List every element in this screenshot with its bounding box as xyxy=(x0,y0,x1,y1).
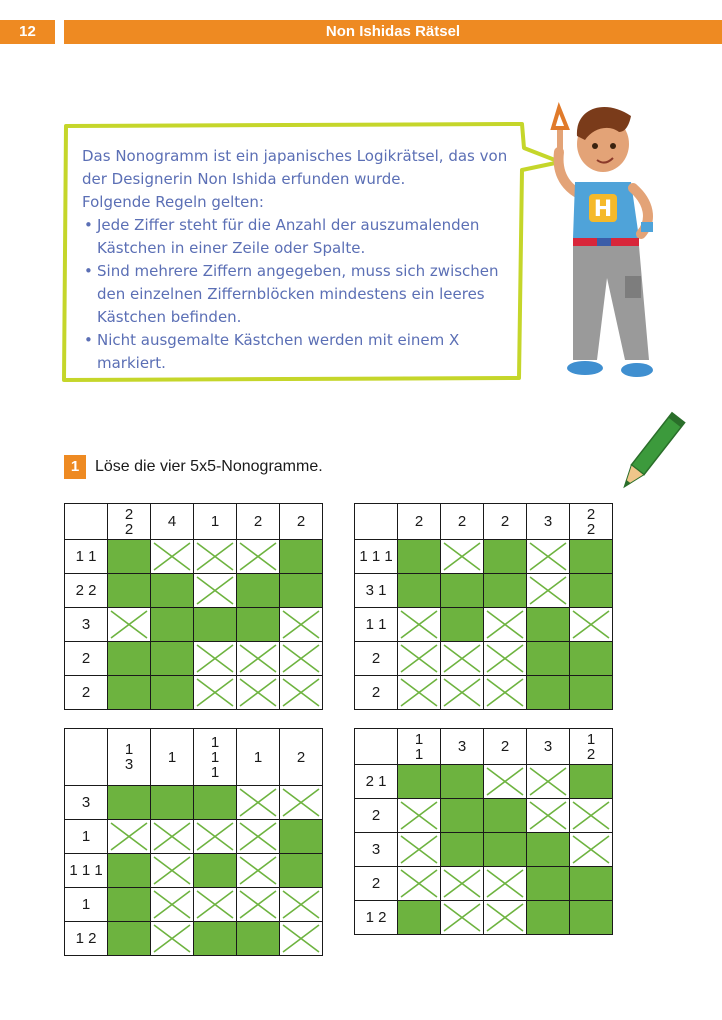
cross-mark xyxy=(398,799,440,832)
puzzle-row xyxy=(355,833,613,867)
cross-mark xyxy=(194,676,236,709)
row-clue: 2 xyxy=(65,642,108,676)
column-clue xyxy=(194,729,237,786)
row-clue: 1 1 1 xyxy=(65,854,108,888)
row-clue: 3 xyxy=(65,608,108,642)
cross-mark xyxy=(194,888,236,921)
column-clue xyxy=(484,729,527,765)
filled-cell[interactable] xyxy=(484,799,527,833)
crossed-cell[interactable] xyxy=(194,540,237,574)
crossed-cell[interactable] xyxy=(398,676,441,710)
column-clue xyxy=(527,729,570,765)
cross-mark xyxy=(237,820,279,853)
crossed-cell[interactable] xyxy=(398,642,441,676)
puzzle-row xyxy=(65,608,323,642)
filled-cell[interactable] xyxy=(441,799,484,833)
cross-mark xyxy=(527,765,569,798)
filled-cell[interactable] xyxy=(570,574,613,608)
crossed-cell[interactable] xyxy=(237,820,280,854)
crossed-cell[interactable] xyxy=(194,820,237,854)
puzzle-row xyxy=(65,820,323,854)
clue-number: 4 xyxy=(167,513,177,530)
crossed-cell[interactable] xyxy=(441,901,484,935)
filled-cell[interactable] xyxy=(108,854,151,888)
filled-cell[interactable] xyxy=(527,867,570,901)
column-clue xyxy=(441,504,484,540)
task-number: 1 xyxy=(64,455,86,479)
row-clue: 3 xyxy=(65,786,108,820)
filled-cell[interactable] xyxy=(484,833,527,867)
pencil-icon xyxy=(614,410,686,498)
cross-mark xyxy=(570,799,612,832)
clue-number: 1 xyxy=(414,745,424,763)
crossed-cell[interactable] xyxy=(194,888,237,922)
filled-cell[interactable] xyxy=(570,676,613,710)
cross-mark xyxy=(194,642,236,675)
filled-cell[interactable] xyxy=(237,608,280,642)
page-title: Non Ishidas Rätsel xyxy=(64,20,722,44)
crossed-cell[interactable] xyxy=(441,676,484,710)
row-clue: 3 1 xyxy=(355,574,398,608)
cross-mark xyxy=(151,540,193,573)
filled-cell[interactable] xyxy=(108,574,151,608)
crossed-cell[interactable] xyxy=(484,901,527,935)
clue-number: 1 xyxy=(253,748,263,766)
clue-number: 2 xyxy=(586,505,596,523)
crossed-cell[interactable] xyxy=(527,540,570,574)
crossed-cell[interactable] xyxy=(280,888,323,922)
clue-number: 2 xyxy=(457,513,467,530)
cross-mark xyxy=(484,765,526,798)
crossed-cell[interactable] xyxy=(237,854,280,888)
crossed-cell[interactable] xyxy=(441,540,484,574)
clue-number: 3 xyxy=(543,738,553,755)
intro-line: Das Nonogramm ist ein japanisches Logikrätsel, das von xyxy=(82,147,508,165)
cross-mark xyxy=(484,608,526,641)
cross-mark xyxy=(398,608,440,641)
puzzle-row xyxy=(65,922,323,956)
crossed-cell[interactable] xyxy=(194,574,237,608)
crossed-cell[interactable] xyxy=(108,820,151,854)
puzzle-row xyxy=(355,642,613,676)
cross-mark xyxy=(398,833,440,866)
crossed-cell[interactable] xyxy=(484,765,527,799)
filled-cell[interactable] xyxy=(151,574,194,608)
filled-cell[interactable] xyxy=(570,765,613,799)
clue-number: 1 xyxy=(167,748,177,766)
cross-mark xyxy=(570,608,612,641)
filled-cell[interactable] xyxy=(280,540,323,574)
column-clue xyxy=(441,729,484,765)
row-clue: 2 xyxy=(65,676,108,710)
crossed-cell[interactable] xyxy=(237,540,280,574)
crossed-cell[interactable] xyxy=(280,642,323,676)
cross-mark xyxy=(280,922,322,955)
cross-mark xyxy=(398,676,440,709)
cross-mark xyxy=(108,820,150,853)
crossed-cell[interactable] xyxy=(108,608,151,642)
filled-cell[interactable] xyxy=(237,574,280,608)
row-clue: 1 2 xyxy=(355,901,398,935)
puzzle-row xyxy=(355,608,613,642)
cross-mark xyxy=(237,888,279,921)
intro-line: Folgende Regeln gelten: xyxy=(82,193,264,211)
filled-cell[interactable] xyxy=(570,642,613,676)
filled-cell[interactable] xyxy=(194,786,237,820)
cross-mark xyxy=(484,901,526,934)
cross-mark xyxy=(398,867,440,900)
row-clue: 1 1 xyxy=(65,540,108,574)
filled-cell[interactable] xyxy=(484,540,527,574)
puzzle-row xyxy=(65,540,323,574)
puzzle-row xyxy=(355,901,613,935)
column-clue xyxy=(280,729,323,786)
clue-number: 2 xyxy=(296,748,306,766)
row-clue: 1 xyxy=(65,888,108,922)
intro-text xyxy=(82,145,522,375)
puzzle-row xyxy=(355,867,613,901)
cross-mark xyxy=(280,888,322,921)
filled-cell[interactable] xyxy=(570,867,613,901)
puzzle-row xyxy=(65,642,323,676)
clue-number: 3 xyxy=(543,513,553,530)
crossed-cell[interactable] xyxy=(484,676,527,710)
cross-mark xyxy=(280,642,322,675)
filled-cell[interactable] xyxy=(108,786,151,820)
crossed-cell[interactable] xyxy=(570,799,613,833)
crossed-cell[interactable] xyxy=(237,676,280,710)
crossed-cell[interactable] xyxy=(398,608,441,642)
filled-cell[interactable] xyxy=(398,574,441,608)
clue-number: 2 xyxy=(586,745,596,763)
puzzle-row xyxy=(355,765,613,799)
cross-mark xyxy=(280,676,322,709)
cross-mark xyxy=(237,676,279,709)
crossed-cell[interactable] xyxy=(484,867,527,901)
crossed-cell[interactable] xyxy=(237,888,280,922)
cross-mark xyxy=(237,854,279,887)
clue-number: 1 xyxy=(210,748,220,766)
filled-cell[interactable] xyxy=(151,786,194,820)
nonogram-1 xyxy=(64,503,323,710)
nonogram-4 xyxy=(354,728,613,935)
cross-mark xyxy=(527,799,569,832)
cross-mark xyxy=(441,540,483,573)
clue-number: 2 xyxy=(586,520,596,538)
puzzle-row xyxy=(355,799,613,833)
filled-cell[interactable] xyxy=(108,676,151,710)
cross-mark xyxy=(280,608,322,641)
row-clue: 2 xyxy=(355,642,398,676)
cross-mark xyxy=(441,642,483,675)
filled-cell[interactable] xyxy=(194,608,237,642)
cross-mark xyxy=(527,574,569,607)
row-clue: 2 xyxy=(355,799,398,833)
cross-mark xyxy=(280,786,322,819)
filled-cell[interactable] xyxy=(527,608,570,642)
clue-number: 1 xyxy=(210,763,220,781)
filled-cell[interactable] xyxy=(280,574,323,608)
cross-mark xyxy=(151,888,193,921)
puzzle-row xyxy=(65,786,323,820)
filled-cell[interactable] xyxy=(441,833,484,867)
clue-number: 2 xyxy=(500,738,510,755)
filled-cell[interactable] xyxy=(151,676,194,710)
clue-number: 3 xyxy=(124,756,134,773)
filled-cell[interactable] xyxy=(441,765,484,799)
clue-number: 2 xyxy=(124,505,134,523)
column-clue xyxy=(108,729,151,786)
rules-list xyxy=(82,214,522,375)
filled-cell[interactable] xyxy=(280,820,323,854)
filled-cell[interactable] xyxy=(108,888,151,922)
puzzle-row xyxy=(355,676,613,710)
intro-line: der Designerin Non Ishida erfunden wurde. xyxy=(82,170,406,188)
row-clue: 3 xyxy=(355,833,398,867)
cross-mark xyxy=(237,540,279,573)
puzzle-row xyxy=(355,574,613,608)
cross-mark xyxy=(237,642,279,675)
cross-mark xyxy=(441,676,483,709)
cross-mark xyxy=(151,820,193,853)
puzzle-row xyxy=(355,540,613,574)
crossed-cell[interactable] xyxy=(570,608,613,642)
cross-mark xyxy=(527,540,569,573)
cross-mark xyxy=(194,820,236,853)
puzzle-row xyxy=(65,676,323,710)
crossed-cell[interactable] xyxy=(441,642,484,676)
column-clue xyxy=(151,729,194,786)
crossed-cell[interactable] xyxy=(280,676,323,710)
clue-number: 2 xyxy=(296,513,306,530)
clue-number: 1 xyxy=(210,513,220,530)
crossed-cell[interactable] xyxy=(151,888,194,922)
filled-cell[interactable] xyxy=(151,642,194,676)
crossed-cell[interactable] xyxy=(441,867,484,901)
crossed-cell[interactable] xyxy=(237,786,280,820)
cross-mark xyxy=(194,574,236,607)
filled-cell[interactable] xyxy=(194,922,237,956)
cross-mark xyxy=(151,854,193,887)
crossed-cell[interactable] xyxy=(398,867,441,901)
filled-cell[interactable] xyxy=(398,901,441,935)
column-clue xyxy=(570,729,613,765)
row-clue: 2 2 xyxy=(65,574,108,608)
task-header xyxy=(64,454,323,480)
column-clue xyxy=(280,504,323,540)
column-clue-row xyxy=(355,504,613,540)
cross-mark xyxy=(194,540,236,573)
crossed-cell[interactable] xyxy=(237,642,280,676)
filled-cell[interactable] xyxy=(570,540,613,574)
corner-cell xyxy=(65,729,108,786)
column-clue xyxy=(237,504,280,540)
crossed-cell[interactable] xyxy=(570,833,613,867)
nonogram-3 xyxy=(64,728,323,956)
cross-mark xyxy=(484,676,526,709)
cross-mark xyxy=(441,867,483,900)
crossed-cell[interactable] xyxy=(151,540,194,574)
cross-mark xyxy=(237,786,279,819)
cross-mark xyxy=(484,867,526,900)
row-clue: 1 1 xyxy=(355,608,398,642)
column-clue xyxy=(484,504,527,540)
filled-cell[interactable] xyxy=(527,676,570,710)
clue-number: 1 xyxy=(586,730,596,748)
boy-illustration xyxy=(545,98,675,383)
puzzle-row xyxy=(65,574,323,608)
row-clue: 2 1 xyxy=(355,765,398,799)
puzzle-row xyxy=(65,854,323,888)
crossed-cell[interactable] xyxy=(484,608,527,642)
rule-item: • Sind mehrere Ziffern angegeben, muss sich zwischen den einzelnen Ziffernblöcken mindestens ein leeres Kästchen befinden. xyxy=(82,260,522,329)
crossed-cell[interactable] xyxy=(484,642,527,676)
filled-cell[interactable] xyxy=(570,901,613,935)
corner-cell xyxy=(355,504,398,540)
rule-item: • Jede Ziffer steht für die Anzahl der auszumalenden Kästchen in einer Zeile oder Spalte. xyxy=(82,214,522,260)
clue-number: 1 xyxy=(210,733,220,751)
clue-number: 1 xyxy=(124,741,134,758)
clue-number: 2 xyxy=(253,513,263,530)
cross-mark xyxy=(441,901,483,934)
row-clue: 1 2 xyxy=(65,922,108,956)
cross-mark xyxy=(484,642,526,675)
corner-cell xyxy=(65,504,108,540)
row-clue: 2 xyxy=(355,676,398,710)
column-clue xyxy=(570,504,613,540)
filled-cell[interactable] xyxy=(527,833,570,867)
clue-number: 2 xyxy=(414,513,424,530)
column-clue xyxy=(194,504,237,540)
column-clue-row xyxy=(65,729,323,786)
column-clue xyxy=(527,504,570,540)
cross-mark xyxy=(570,833,612,866)
filled-cell[interactable] xyxy=(237,922,280,956)
crossed-cell[interactable] xyxy=(151,922,194,956)
column-clue xyxy=(398,504,441,540)
crossed-cell[interactable] xyxy=(398,799,441,833)
crossed-cell[interactable] xyxy=(194,676,237,710)
clue-number: 2 xyxy=(500,513,510,530)
rule-item: • Nicht ausgemalte Kästchen werden mit einem X markiert. xyxy=(82,329,522,375)
filled-cell[interactable] xyxy=(441,574,484,608)
filled-cell[interactable] xyxy=(151,608,194,642)
crossed-cell[interactable] xyxy=(151,854,194,888)
svg-text:H: H xyxy=(593,197,613,222)
crossed-cell[interactable] xyxy=(280,922,323,956)
task-text: Löse die vier 5x5-Nonogramme. xyxy=(95,458,323,475)
puzzle-row xyxy=(65,888,323,922)
crossed-cell[interactable] xyxy=(398,833,441,867)
filled-cell[interactable] xyxy=(527,901,570,935)
filled-cell[interactable] xyxy=(194,854,237,888)
page-number: 12 xyxy=(0,20,55,44)
column-clue xyxy=(237,729,280,786)
column-clue xyxy=(398,729,441,765)
cross-mark xyxy=(398,642,440,675)
corner-cell xyxy=(355,729,398,765)
crossed-cell[interactable] xyxy=(280,608,323,642)
row-clue: 1 1 1 xyxy=(355,540,398,574)
crossed-cell[interactable] xyxy=(280,786,323,820)
clue-number: 3 xyxy=(457,738,467,755)
crossed-cell[interactable] xyxy=(527,799,570,833)
clue-number: 2 xyxy=(124,520,134,538)
filled-cell[interactable] xyxy=(280,854,323,888)
clue-number: 1 xyxy=(414,730,424,748)
row-clue: 2 xyxy=(355,867,398,901)
column-clue xyxy=(108,504,151,540)
column-clue xyxy=(151,504,194,540)
cross-mark xyxy=(151,922,193,955)
filled-cell[interactable] xyxy=(441,608,484,642)
column-clue-row xyxy=(355,729,613,765)
column-clue-row xyxy=(65,504,323,540)
filled-cell[interactable] xyxy=(398,765,441,799)
filled-cell[interactable] xyxy=(527,642,570,676)
crossed-cell[interactable] xyxy=(527,765,570,799)
crossed-cell[interactable] xyxy=(194,642,237,676)
crossed-cell[interactable] xyxy=(527,574,570,608)
cross-mark xyxy=(108,608,150,641)
row-clue: 1 xyxy=(65,820,108,854)
filled-cell[interactable] xyxy=(108,922,151,956)
filled-cell[interactable] xyxy=(484,574,527,608)
filled-cell[interactable] xyxy=(108,642,151,676)
nonogram-2 xyxy=(354,503,613,710)
crossed-cell[interactable] xyxy=(151,820,194,854)
filled-cell[interactable] xyxy=(398,540,441,574)
filled-cell[interactable] xyxy=(108,540,151,574)
